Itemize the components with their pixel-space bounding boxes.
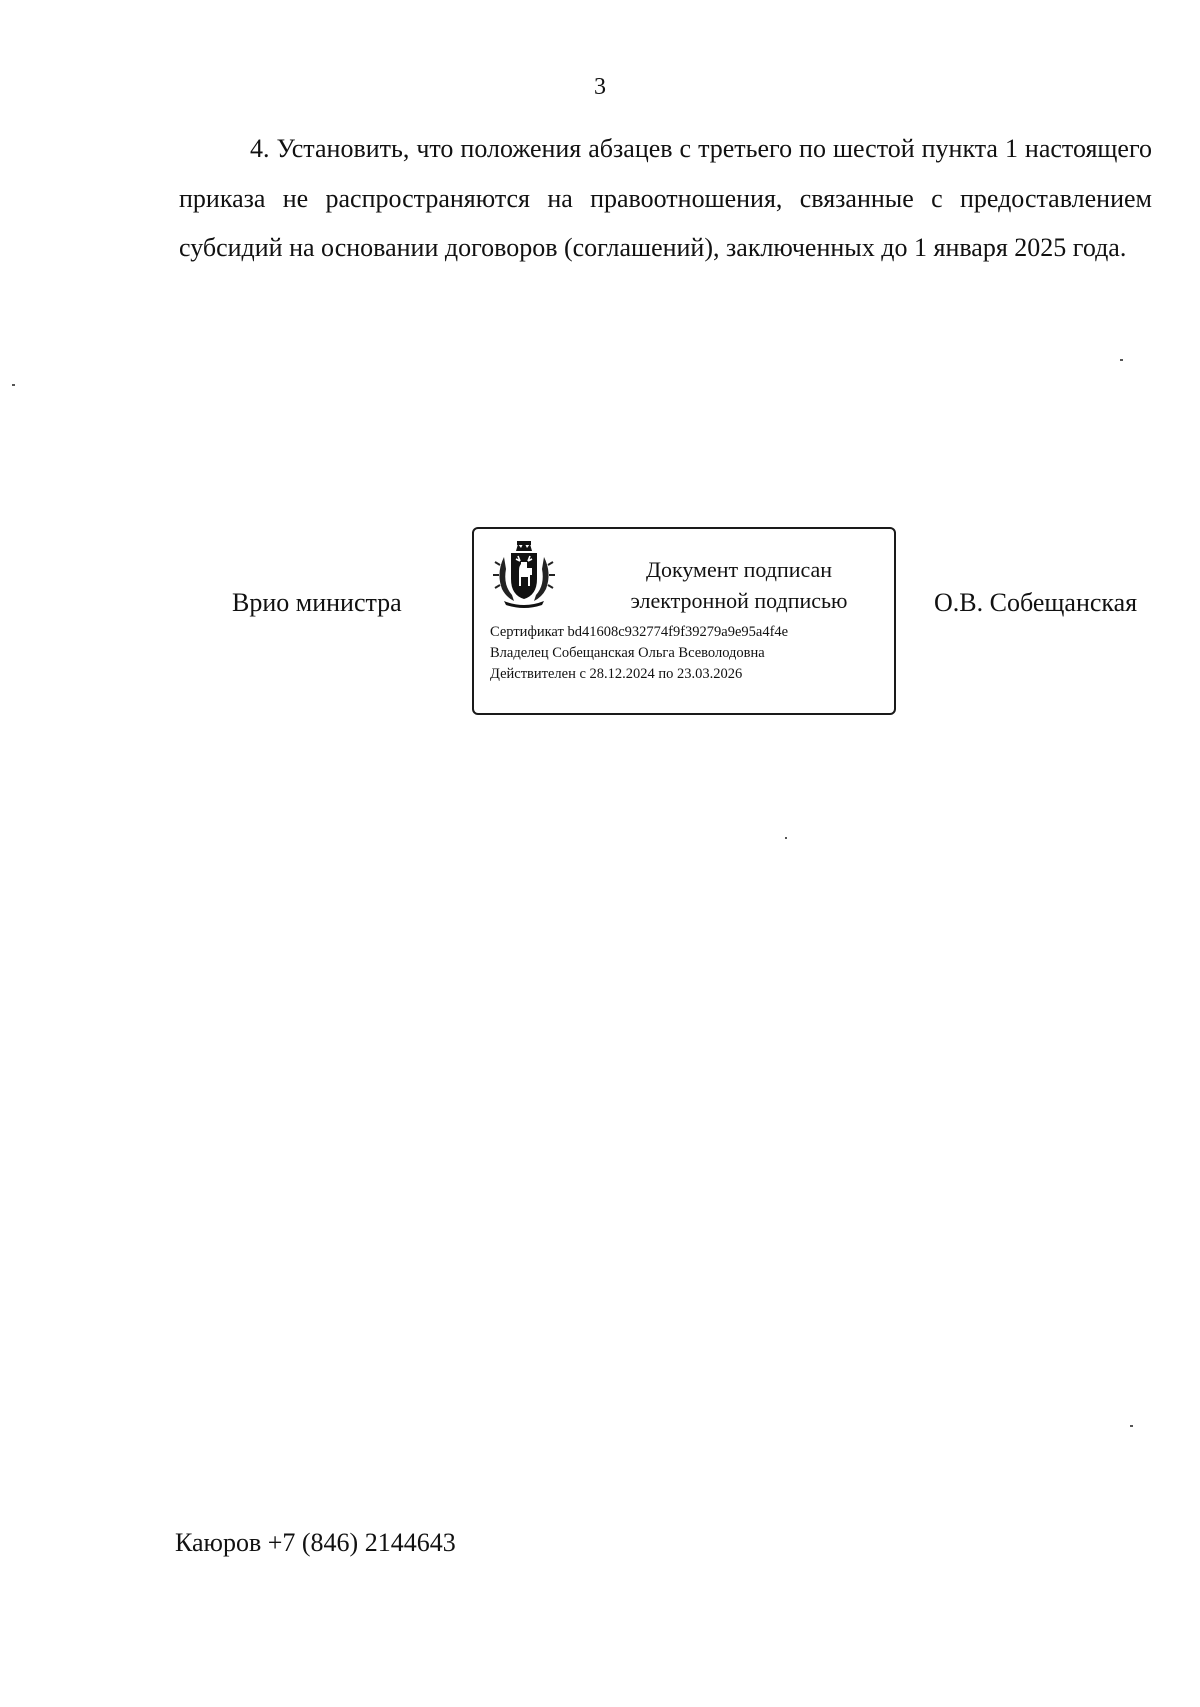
contact-line: Каюров +7 (846) 2144643	[175, 1528, 456, 1557]
scan-speck	[785, 837, 787, 839]
signer-title: Врио министра	[232, 588, 402, 617]
stamp-heading-line1: Документ подписан	[645, 557, 833, 582]
scan-speck	[12, 384, 15, 386]
stamp-certificate: Сертификат bd41608c932774f9f39279a9e95a4f4e	[490, 624, 789, 640]
coat-of-arms-icon	[490, 539, 558, 609]
page-number: 3	[594, 74, 606, 100]
signer-name: О.В. Собещанская	[934, 588, 1138, 617]
stamp-validity: Действителен с 28.12.2024 по 23.03.2026	[490, 666, 743, 682]
electronic-signature-stamp	[472, 527, 896, 715]
body-paragraph: 4. Установить, что положения абзацев с третьего по шестой пункта 1 настоящего приказа не распространяются на правоотношения, связанные с предоставлением субсидий на основании договоров (соглашений), заключенных до 1 января 2025 года.	[179, 134, 1152, 262]
scan-speck	[1130, 1425, 1133, 1427]
stamp-owner: Владелец Собещанская Ольга Всеволодовна	[490, 645, 765, 661]
scan-speck	[1120, 359, 1123, 361]
stamp-heading	[604, 554, 874, 616]
stamp-heading-line2: электронной подписью	[630, 588, 848, 613]
